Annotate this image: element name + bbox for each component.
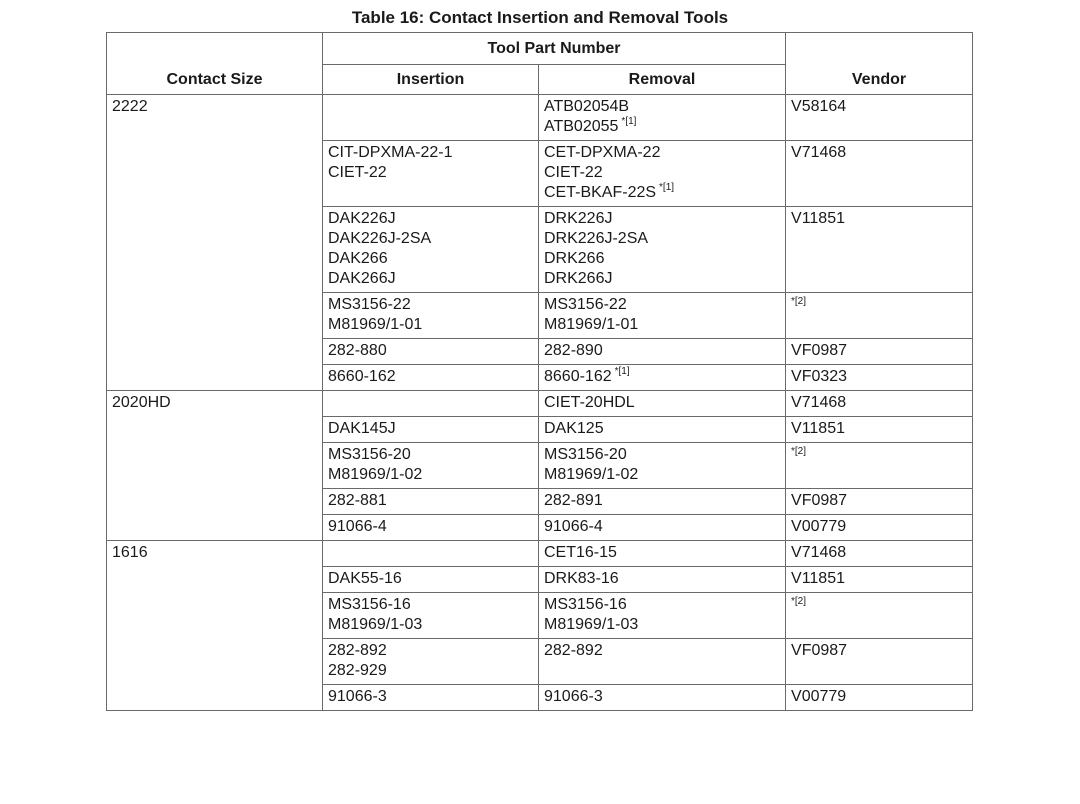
part-number-text: CET-DPXMA-22 bbox=[544, 144, 661, 161]
part-number-text: 282-892 bbox=[544, 642, 603, 659]
part-number-text: DAK226J-2SA bbox=[328, 230, 432, 247]
removal-cell bbox=[539, 567, 786, 593]
insertion-cell bbox=[323, 541, 539, 567]
vendor-cell: V00779 bbox=[786, 685, 973, 711]
part-number-text: 91066-4 bbox=[328, 518, 387, 535]
insertion-part-number bbox=[328, 687, 533, 707]
insertion-cell bbox=[323, 443, 539, 489]
part-number-text: CIET-22 bbox=[544, 164, 603, 181]
removal-cell bbox=[539, 365, 786, 391]
removal-part-number bbox=[544, 249, 780, 269]
removal-part-number bbox=[544, 641, 780, 661]
removal-part-number bbox=[544, 595, 780, 615]
removal-part-number bbox=[544, 465, 780, 485]
part-number-text: 282-890 bbox=[544, 342, 603, 359]
removal-part-number bbox=[544, 163, 780, 183]
part-number-text: ATB02055 bbox=[544, 118, 619, 135]
part-number-text: M81969/1-01 bbox=[544, 316, 639, 333]
footnote-marker: *[1] bbox=[621, 116, 637, 127]
part-number-text: CET16-15 bbox=[544, 544, 617, 561]
header-removal: Removal bbox=[539, 65, 786, 95]
removal-cell bbox=[539, 293, 786, 339]
removal-cell bbox=[539, 639, 786, 685]
table-title: Table 16: Contact Insertion and Removal Tools bbox=[351, 8, 729, 27]
insertion-part-number bbox=[328, 465, 533, 485]
part-number-text: DRK266J bbox=[544, 270, 613, 287]
insertion-cell bbox=[323, 339, 539, 365]
vendor-cell: VF0987 bbox=[786, 339, 973, 365]
insertion-cell bbox=[323, 639, 539, 685]
insertion-part-number bbox=[328, 615, 533, 635]
vendor-cell: V58164 bbox=[786, 95, 973, 141]
part-number-text: DRK226J bbox=[544, 210, 613, 227]
part-number-text: 282-880 bbox=[328, 342, 387, 359]
removal-part-number bbox=[544, 229, 780, 249]
removal-part-number bbox=[544, 315, 780, 335]
vendor-cell: V11851 bbox=[786, 207, 973, 293]
insertion-part-number bbox=[328, 491, 533, 511]
table-row bbox=[107, 541, 973, 567]
insertion-part-number bbox=[328, 445, 533, 465]
removal-part-number bbox=[544, 491, 780, 511]
table-body bbox=[107, 95, 973, 711]
insertion-part-number bbox=[328, 641, 533, 661]
vendor-cell: V71468 bbox=[786, 141, 973, 207]
contact-size-cell: 2222 bbox=[107, 95, 323, 391]
footnote-marker: *[1] bbox=[659, 182, 675, 193]
vendor-cell: V11851 bbox=[786, 567, 973, 593]
insertion-part-number bbox=[328, 269, 533, 289]
part-number-text: 282-929 bbox=[328, 662, 387, 679]
removal-cell bbox=[539, 443, 786, 489]
vendor-footnote-cell: *[2] bbox=[786, 293, 973, 339]
insertion-cell bbox=[323, 593, 539, 639]
insertion-part-number bbox=[328, 569, 533, 589]
removal-part-number bbox=[544, 687, 780, 707]
removal-part-number bbox=[544, 615, 780, 635]
insertion-part-number bbox=[328, 209, 533, 229]
removal-part-number bbox=[544, 97, 780, 117]
part-number-text: CIET-20HDL bbox=[544, 394, 635, 411]
removal-part-number bbox=[544, 445, 780, 465]
insertion-part-number bbox=[328, 315, 533, 335]
removal-part-number bbox=[544, 341, 780, 361]
insertion-part-number bbox=[328, 367, 533, 387]
insertion-cell bbox=[323, 391, 539, 417]
insertion-part-number bbox=[328, 419, 533, 439]
removal-part-number bbox=[544, 569, 780, 589]
part-number-text: 91066-4 bbox=[544, 518, 603, 535]
removal-cell bbox=[539, 593, 786, 639]
part-number-text: DRK266 bbox=[544, 250, 605, 267]
removal-part-number bbox=[544, 269, 780, 289]
insertion-part-number bbox=[328, 661, 533, 681]
removal-cell bbox=[539, 489, 786, 515]
part-number-text: DAK266J bbox=[328, 270, 396, 287]
part-number-text: DAK55-16 bbox=[328, 570, 402, 587]
removal-cell bbox=[539, 417, 786, 443]
vendor-cell: VF0323 bbox=[786, 365, 973, 391]
removal-cell bbox=[539, 391, 786, 417]
vendor-cell: V00779 bbox=[786, 515, 973, 541]
removal-part-number bbox=[544, 419, 780, 439]
removal-part-number bbox=[544, 209, 780, 229]
insertion-cell bbox=[323, 417, 539, 443]
insertion-cell bbox=[323, 489, 539, 515]
part-number-text: 282-891 bbox=[544, 492, 603, 509]
removal-part-number bbox=[544, 393, 780, 413]
removal-part-number bbox=[544, 295, 780, 315]
part-number-text: CET-BKAF-22S bbox=[544, 184, 657, 201]
tools-table bbox=[106, 32, 973, 711]
vendor-cell: VF0987 bbox=[786, 639, 973, 685]
table-header bbox=[107, 33, 973, 95]
part-number-text: DRK226J-2SA bbox=[544, 230, 649, 247]
header-vendor: Vendor bbox=[786, 33, 973, 95]
part-number-text: CIET-22 bbox=[328, 164, 387, 181]
removal-part-number bbox=[544, 543, 780, 563]
part-number-text: MS3156-20 bbox=[328, 446, 411, 463]
removal-part-number bbox=[544, 183, 780, 203]
part-number-text: DAK125 bbox=[544, 420, 604, 437]
part-number-text: DAK226J bbox=[328, 210, 396, 227]
part-number-text: 91066-3 bbox=[544, 688, 603, 705]
part-number-text: DAK145J bbox=[328, 420, 396, 437]
contact-size-cell: 1616 bbox=[107, 541, 323, 711]
insertion-cell bbox=[323, 141, 539, 207]
table-row bbox=[107, 391, 973, 417]
vendor-cell: V71468 bbox=[786, 541, 973, 567]
footnote-marker: *[1] bbox=[614, 366, 630, 377]
insertion-part-number bbox=[328, 249, 533, 269]
vendor-footnote-cell: *[2] bbox=[786, 593, 973, 639]
part-number-text: M81969/1-02 bbox=[328, 466, 423, 483]
table-row bbox=[107, 95, 973, 141]
insertion-cell bbox=[323, 685, 539, 711]
removal-cell bbox=[539, 515, 786, 541]
removal-cell bbox=[539, 207, 786, 293]
insertion-cell bbox=[323, 207, 539, 293]
part-number-text: ATB02054B bbox=[544, 98, 630, 115]
insertion-part-number bbox=[328, 163, 533, 183]
part-number-text: MS3156-16 bbox=[328, 596, 411, 613]
insertion-cell bbox=[323, 567, 539, 593]
part-number-text: 91066-3 bbox=[328, 688, 387, 705]
part-number-text: MS3156-22 bbox=[544, 296, 627, 313]
part-number-text: MS3156-16 bbox=[544, 596, 627, 613]
part-number-text: 282-881 bbox=[328, 492, 387, 509]
header-tool-part-number: Tool Part Number bbox=[323, 33, 786, 65]
part-number-text: MS3156-20 bbox=[544, 446, 627, 463]
part-number-text: DAK266 bbox=[328, 250, 388, 267]
removal-part-number bbox=[544, 367, 780, 387]
removal-part-number bbox=[544, 143, 780, 163]
vendor-cell: V11851 bbox=[786, 417, 973, 443]
removal-cell bbox=[539, 141, 786, 207]
header-insertion: Insertion bbox=[323, 65, 539, 95]
part-number-text: M81969/1-01 bbox=[328, 316, 423, 333]
part-number-text: DRK83-16 bbox=[544, 570, 619, 587]
insertion-part-number bbox=[328, 229, 533, 249]
vendor-cell: V71468 bbox=[786, 391, 973, 417]
part-number-text: 8660-162 bbox=[328, 368, 396, 385]
header-contact-size: Contact Size bbox=[107, 33, 323, 95]
insertion-cell bbox=[323, 95, 539, 141]
removal-part-number bbox=[544, 517, 780, 537]
part-number-text: M81969/1-03 bbox=[328, 616, 423, 633]
vendor-cell: VF0987 bbox=[786, 489, 973, 515]
removal-cell bbox=[539, 95, 786, 141]
insertion-part-number bbox=[328, 295, 533, 315]
insertion-part-number bbox=[328, 595, 533, 615]
removal-cell bbox=[539, 541, 786, 567]
insertion-part-number bbox=[328, 341, 533, 361]
contact-size-cell: 2020HD bbox=[107, 391, 323, 541]
insertion-cell bbox=[323, 365, 539, 391]
part-number-text: 282-892 bbox=[328, 642, 387, 659]
removal-cell bbox=[539, 685, 786, 711]
part-number-text: M81969/1-02 bbox=[544, 466, 639, 483]
part-number-text: MS3156-22 bbox=[328, 296, 411, 313]
vendor-footnote-cell: *[2] bbox=[786, 443, 973, 489]
insertion-cell bbox=[323, 515, 539, 541]
insertion-part-number bbox=[328, 517, 533, 537]
insertion-cell bbox=[323, 293, 539, 339]
insertion-part-number bbox=[328, 143, 533, 163]
part-number-text: M81969/1-03 bbox=[544, 616, 639, 633]
removal-part-number bbox=[544, 117, 780, 137]
part-number-text: CIT-DPXMA-22-1 bbox=[328, 144, 453, 161]
removal-cell bbox=[539, 339, 786, 365]
part-number-text: 8660-162 bbox=[544, 368, 612, 385]
